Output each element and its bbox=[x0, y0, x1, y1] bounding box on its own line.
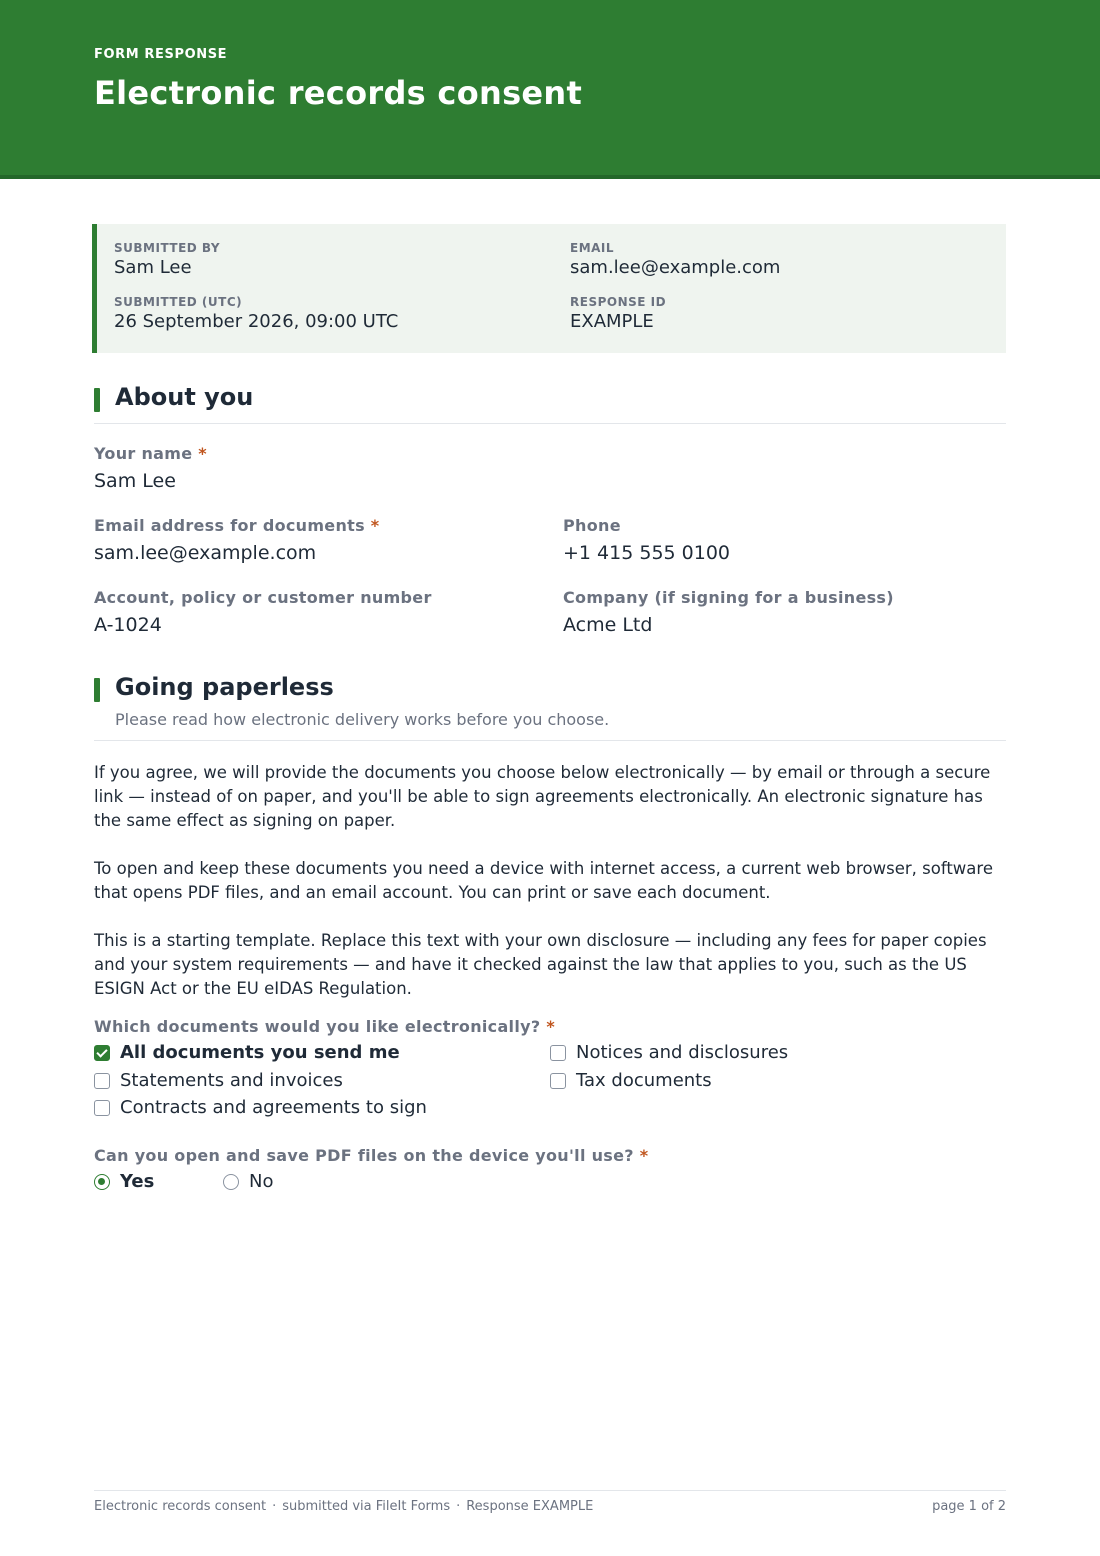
checkbox-checked[interactable] bbox=[94, 1045, 110, 1061]
disclosure-paragraph: To open and keep these documents you need a device with internet access, a current web browser, software that opens PDF files, and an email account. You can print or save each document. bbox=[94, 859, 993, 902]
submitted-by-label: SUBMITTED BY bbox=[114, 241, 221, 255]
page-title: Electronic records consent bbox=[94, 74, 583, 112]
checkbox-label: Statements and invoices bbox=[120, 1070, 343, 1091]
footer-separator: · bbox=[272, 1499, 277, 1514]
section-heading: Going paperless bbox=[115, 673, 334, 701]
submitted-by-value: Sam Lee bbox=[114, 257, 192, 278]
field-label: Your name bbox=[94, 444, 193, 463]
radio-label: No bbox=[249, 1171, 274, 1192]
field-company bbox=[563, 588, 894, 636]
submitted-by bbox=[114, 241, 220, 278]
section-going-paperless bbox=[94, 673, 1006, 742]
email-value: sam.lee@example.com bbox=[570, 257, 781, 278]
required-mark: * bbox=[546, 1017, 555, 1036]
checkbox-tax-documents[interactable] bbox=[550, 1070, 712, 1091]
field-value: sam.lee@example.com bbox=[94, 542, 317, 564]
footer-separator: · bbox=[456, 1499, 461, 1514]
checkbox-label: Tax documents bbox=[576, 1070, 712, 1091]
question-label: Which documents would you like electronically? bbox=[94, 1017, 541, 1036]
form-header bbox=[0, 0, 1100, 179]
required-mark: * bbox=[198, 444, 207, 463]
field-label: Email address for documents bbox=[94, 516, 365, 535]
radio-no[interactable] bbox=[223, 1171, 273, 1192]
header-eyebrow: FORM RESPONSE bbox=[94, 47, 228, 62]
response-id bbox=[570, 295, 666, 332]
section-about-you bbox=[94, 383, 1006, 426]
checkbox-all-documents[interactable] bbox=[94, 1042, 400, 1063]
required-mark: * bbox=[639, 1146, 649, 1165]
disclosure-paragraph: If you agree, we will provide the documents you choose below electronically — by email or through a secure link — instead of on paper, and you'll be able to sign agreements electronically. An electronic signature has the same effect as signing on paper. bbox=[94, 763, 991, 830]
submitter-email bbox=[570, 241, 780, 278]
required-mark: * bbox=[370, 516, 380, 535]
field-your-name bbox=[94, 444, 207, 492]
submitted-utc-value: 26 September 2026, 09:00 UTC bbox=[114, 311, 399, 332]
checkbox-label: Contracts and agreements to sign bbox=[120, 1097, 427, 1118]
section-subtitle: Please read how electronic delivery works before you choose. bbox=[115, 710, 610, 729]
radio-yes[interactable] bbox=[94, 1171, 154, 1192]
checkbox-unchecked[interactable] bbox=[94, 1100, 110, 1116]
checkbox-statements[interactable] bbox=[94, 1070, 343, 1091]
page-footer bbox=[94, 1499, 1006, 1514]
response-id-value: EXAMPLE bbox=[570, 311, 654, 332]
documents-question bbox=[94, 1017, 555, 1036]
checkbox-unchecked[interactable] bbox=[94, 1073, 110, 1089]
email-label: EMAIL bbox=[570, 241, 615, 255]
field-label: Phone bbox=[563, 516, 621, 535]
radio-label: Yes bbox=[120, 1171, 155, 1192]
submission-summary bbox=[92, 224, 1006, 353]
radio-unselected[interactable] bbox=[223, 1174, 239, 1190]
field-label: Account, policy or customer number bbox=[94, 588, 432, 607]
section-divider bbox=[94, 740, 1006, 741]
footer-submitted-via: submitted via FileIt Forms bbox=[282, 1499, 451, 1514]
section-divider bbox=[94, 423, 1006, 424]
checkbox-contracts[interactable] bbox=[94, 1097, 427, 1118]
footer-divider bbox=[94, 1490, 1006, 1491]
footer-response: Response EXAMPLE bbox=[466, 1499, 594, 1514]
field-account-number bbox=[94, 588, 432, 636]
field-document-email bbox=[94, 516, 379, 564]
section-accent-bar bbox=[94, 678, 100, 702]
field-value: Sam Lee bbox=[94, 470, 176, 492]
section-heading: About you bbox=[115, 383, 254, 411]
submitted-utc-label: SUBMITTED (UTC) bbox=[114, 295, 243, 309]
checkbox-unchecked[interactable] bbox=[550, 1045, 566, 1061]
field-label: Company (if signing for a business) bbox=[563, 588, 894, 607]
field-value: +1 415 555 0100 bbox=[563, 542, 731, 564]
question-label: Can you open and save PDF files on the device you'll use? bbox=[94, 1146, 634, 1165]
submitted-utc bbox=[114, 295, 398, 332]
section-accent-bar bbox=[94, 388, 100, 412]
checkbox-notices[interactable] bbox=[550, 1042, 788, 1063]
checkbox-label: Notices and disclosures bbox=[576, 1042, 789, 1063]
field-value: A-1024 bbox=[94, 614, 162, 636]
disclosure-paragraph: This is a starting template. Replace this text with your own disclosure — including any fees for paper copies and your system requirements — and have it checked against the law that applies to you, such as the US ESIGN Act or the EU eIDAS Regulation. bbox=[94, 931, 987, 998]
response-id-label: RESPONSE ID bbox=[570, 295, 667, 309]
field-phone bbox=[563, 516, 730, 564]
field-value: Acme Ltd bbox=[563, 614, 653, 636]
checkbox-unchecked[interactable] bbox=[550, 1073, 566, 1089]
page-number: page 1 of 2 bbox=[932, 1499, 1006, 1514]
pdf-question bbox=[94, 1146, 648, 1165]
radio-selected[interactable] bbox=[94, 1174, 110, 1190]
footer-form-name: Electronic records consent bbox=[94, 1499, 267, 1514]
checkbox-label: All documents you send me bbox=[120, 1042, 400, 1063]
